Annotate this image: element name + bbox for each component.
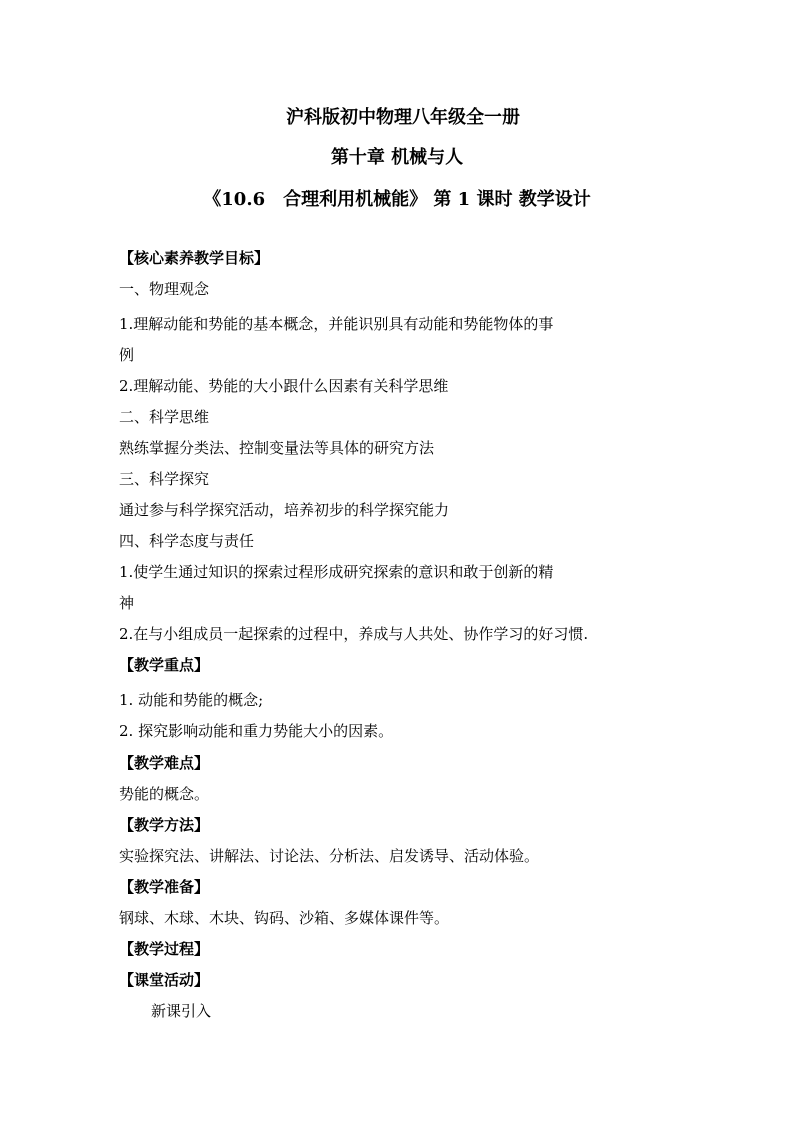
- body-paragraph: 2.在与小组成员一起探索的过程中，养成与人共处、协作学习的好习惯.: [119, 625, 589, 643]
- chapter-title: 第十章 机械与人: [330, 147, 464, 168]
- body-paragraph: 新课引入: [151, 1002, 212, 1020]
- section-heading-preparation: 【教学准备】: [119, 878, 210, 896]
- body-paragraph: 1.使学生通过知识的探索过程形成研究探索的意识和敢于创新的精: [119, 563, 554, 581]
- section-heading-difficulties: 【教学难点】: [119, 754, 210, 772]
- body-paragraph: 2.理解动能、势能的大小跟什么因素有关科学思维: [119, 377, 449, 395]
- list-item: 2. 探究影响动能和重力势能大小的因素。: [119, 722, 394, 740]
- section-heading-objectives: 【核心素养教学目标】: [119, 249, 270, 267]
- subsection-attitude-responsibility: 四、科学态度与责任: [119, 532, 255, 550]
- section-heading-key-points: 【教学重点】: [119, 656, 210, 674]
- body-paragraph: 钢球、木球、木块、钩码、沙箱、多媒体课件等。: [119, 909, 450, 927]
- section-heading-activities: 【课堂活动】: [119, 971, 210, 989]
- section-heading-methods: 【教学方法】: [119, 816, 210, 834]
- lesson-title: 《10.6 合理利用机械能》 第 1 课时 教学设计: [203, 189, 591, 210]
- body-paragraph: 熟练掌握分类法、控制变量法等具体的研究方法: [119, 439, 435, 457]
- body-paragraph: 势能的概念。: [119, 785, 210, 803]
- list-item: 1. 动能和势能的概念;: [119, 691, 264, 709]
- body-paragraph: 神: [119, 594, 135, 612]
- subsection-physics-concepts: 一、物理观念: [119, 280, 210, 298]
- body-paragraph: 通过参与科学探究活动，培养初步的科学探究能力: [119, 501, 450, 519]
- body-paragraph: 例: [119, 346, 135, 364]
- subsection-scientific-inquiry: 三、科学探究: [119, 470, 210, 488]
- body-paragraph: 实验探究法、讲解法、讨论法、分析法、启发诱导、活动体验。: [119, 847, 540, 865]
- subsection-scientific-thinking: 二、科学思维: [119, 408, 210, 426]
- body-paragraph: 1.理解动能和势能的基本概念，并能识别具有动能和势能物体的事: [119, 315, 554, 333]
- section-heading-process: 【教学过程】: [119, 940, 210, 958]
- document-title: 沪科版初中物理八年级全一册: [286, 107, 520, 128]
